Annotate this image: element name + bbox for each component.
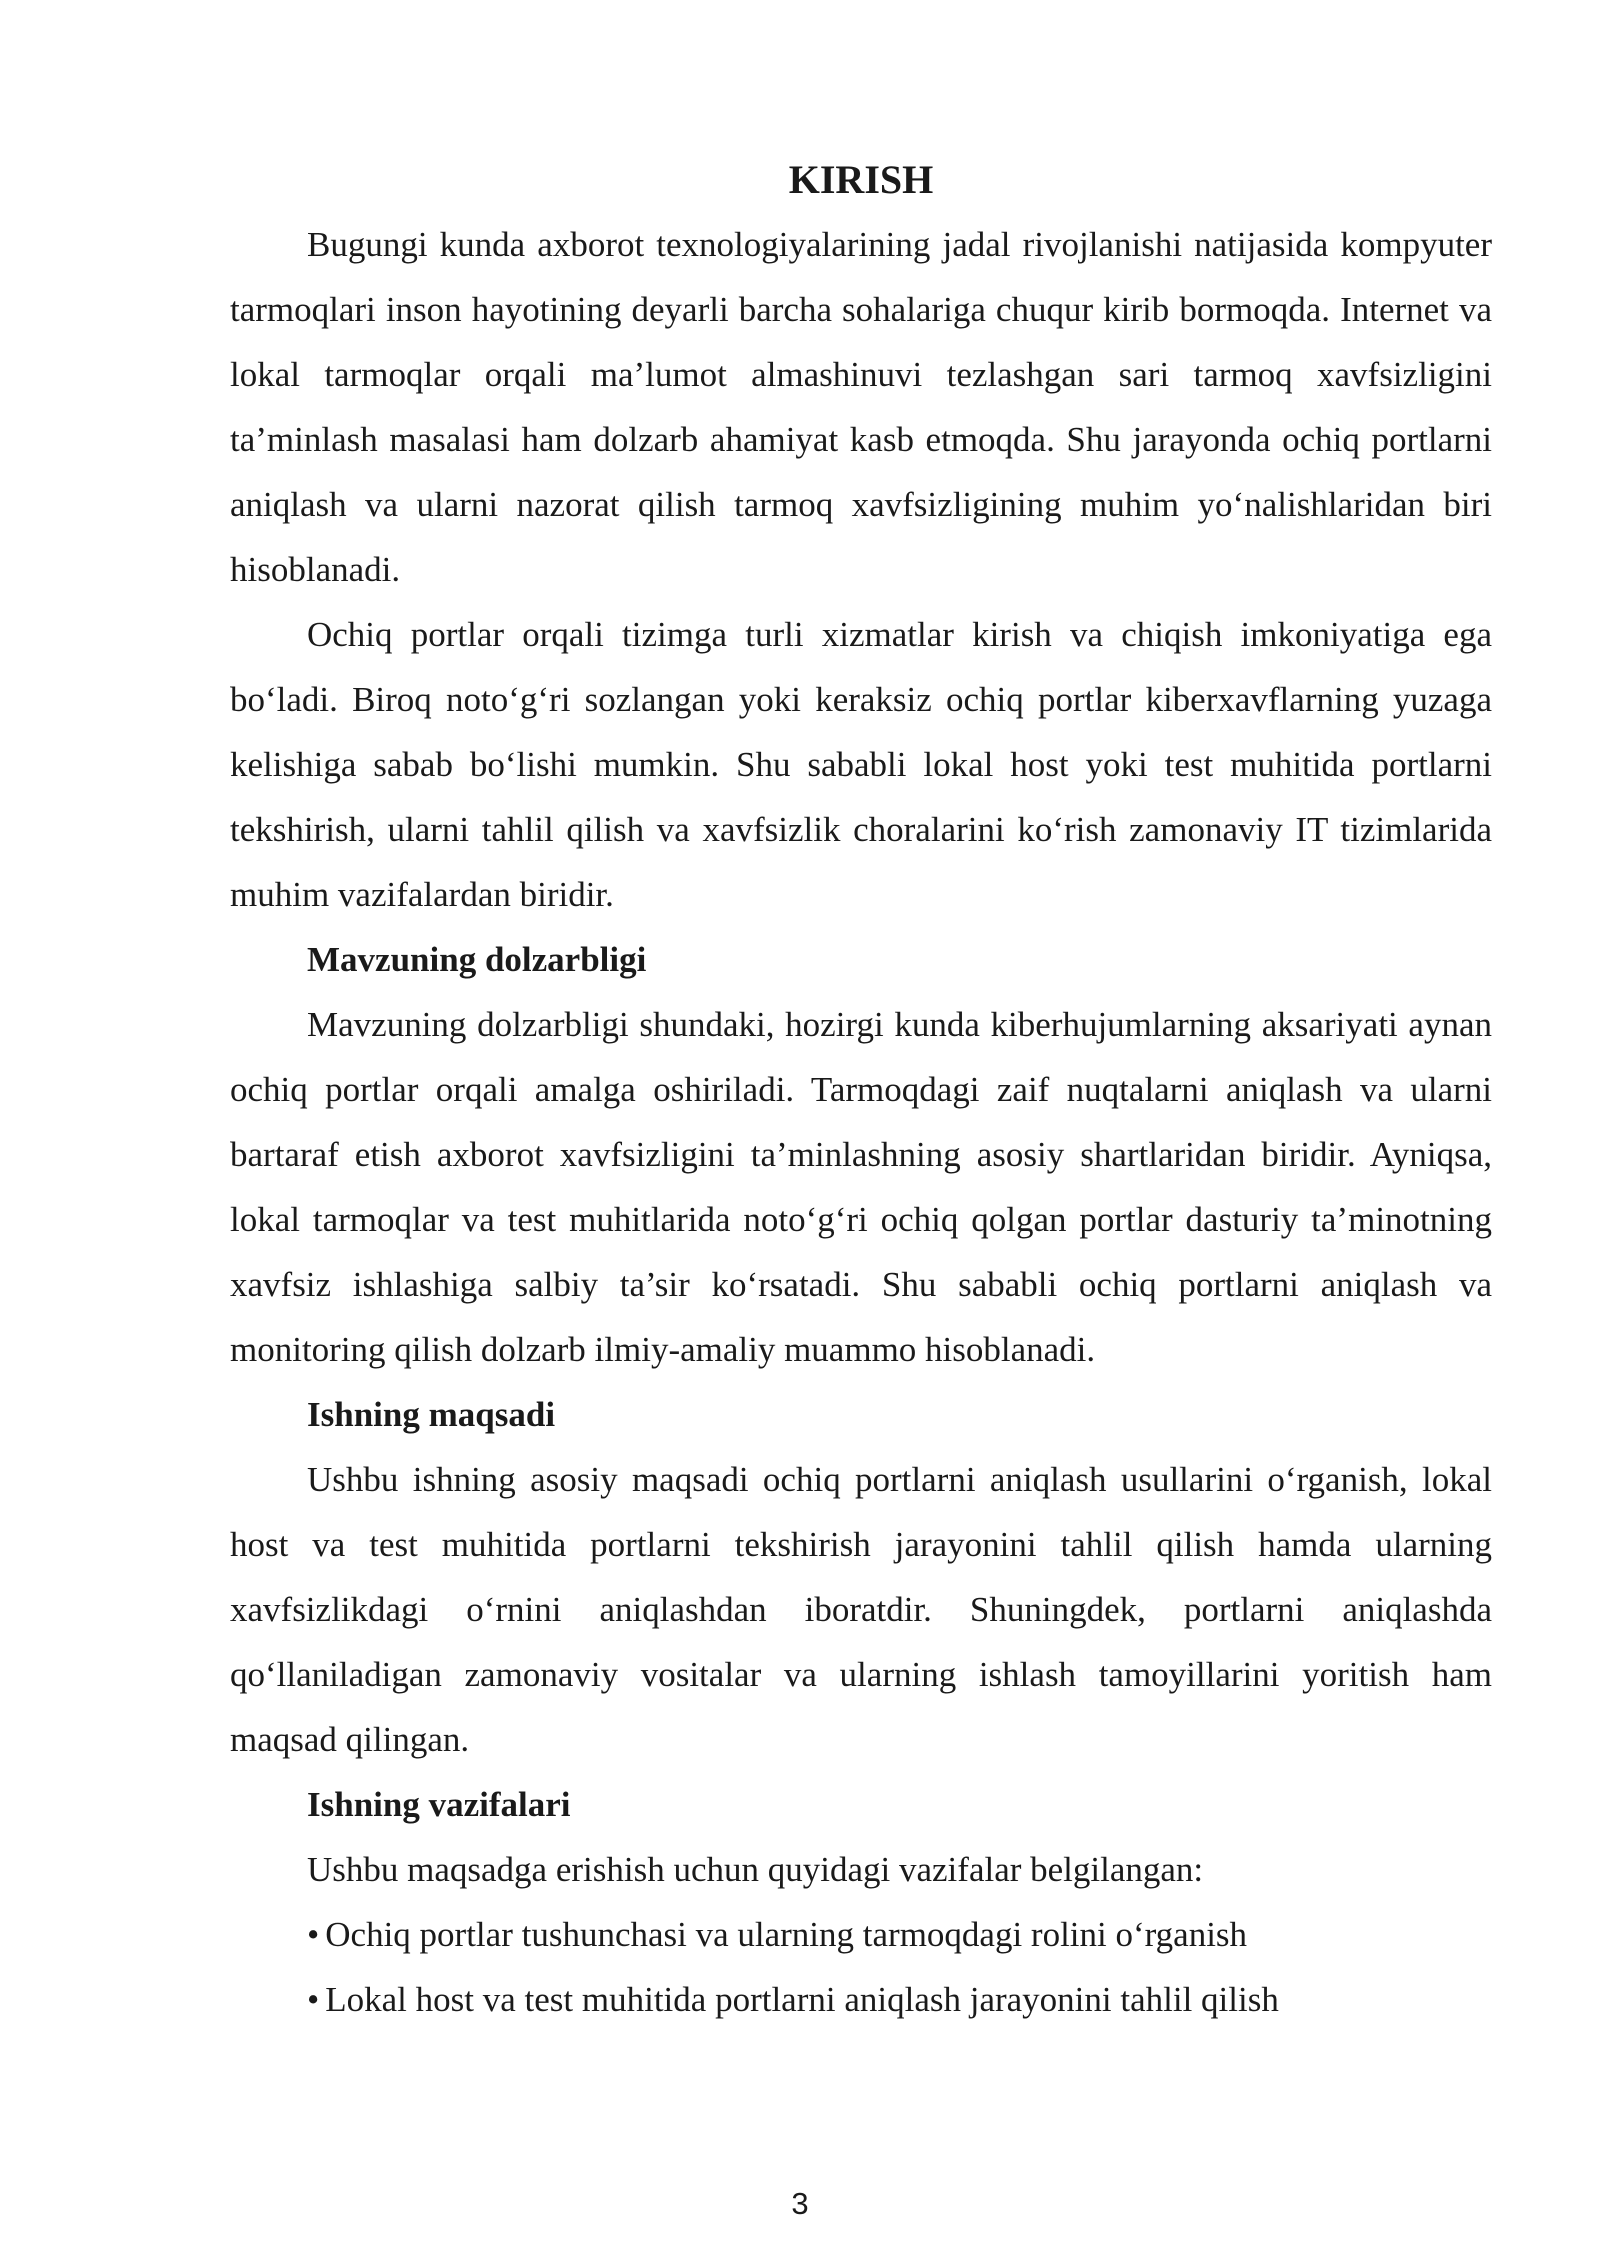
list-item-text: Ochiq portlar tushunchasi va ularning tarmoqdagi rolini o‘rganish: [325, 1915, 1248, 1954]
bullet-icon: •: [307, 1980, 320, 2019]
intro-paragraph-1: Bugungi kunda axborot texnologiyalarining jadal rivojlanishi natijasida kompyuter tarmoqlari inson hayotining deyarli barcha sohalariga chuqur kirib bormoqda. Internet va lokal tarmoqlar orqali ma’lumot almashinuvi tezlashgan sari tarmoq xavfsizligini ta’minlash masalasi ham dolzarb ahamiyat kasb etmoqda. Shu jarayonda ochiq portlarni aniqlash va ularni nazorat qilish tarmoq xavfsizligining muhim yo‘nalishlaridan biri hisoblanadi.: [230, 225, 1492, 589]
tasks-list: [230, 1902, 1492, 2032]
list-item: [230, 1967, 1492, 2032]
goal-paragraph: Ushbu ishning asosiy maqsadi ochiq portlarni aniqlash usullarini o‘rganish, lokal host va test muhitida portlarni tekshirish jarayonini tahlil qilish hamda ularning xavfsizlikdagi o‘rnini aniqlashdan iboratdir. Shuningdek, portlarni aniqlashda qo‘llaniladigan zamonaviy vositalar va ularning ishlash tamoyillarini yoritish ham maqsad qilingan.: [230, 1460, 1492, 1759]
relevance-paragraph: Mavzuning dolzarbligi shundaki, hozirgi kunda kiberhujumlarning aksariyati aynan ochiq portlar orqali amalga oshiriladi. Tarmoqdagi zaif nuqtalarni aniqlash va ularni bartaraf etish axborot xavfsizligini ta’minlashning asosiy shartlaridan biridir. Ayniqsa, lokal tarmoqlar va test muhitlarida noto‘g‘ri ochiq qolgan portlar dasturiy ta’minotning xavfsiz ishlashiga salbiy ta’sir ko‘rsatadi. Shu sababli ochiq portlarni aniqlash va monitoring qilish dolzarb ilmiy-amaliy muammo hisoblanadi.: [230, 1005, 1492, 1369]
list-item-text: Lokal host va test muhitida portlarni aniqlash jarayonini tahlil qilish: [325, 1980, 1279, 2019]
page-content: [230, 148, 1492, 2032]
goal-heading: Ishning maqsadi: [307, 1395, 556, 1434]
bullet-icon: •: [307, 1915, 320, 1954]
page-number: 3: [791, 2186, 809, 2221]
tasks-intro: Ushbu maqsadga erishish uchun quyidagi vazifalar belgilangan:: [307, 1850, 1204, 1889]
relevance-heading: Mavzuning dolzarbligi: [307, 940, 647, 979]
page-title: KIRISH: [788, 157, 934, 202]
tasks-heading: Ishning vazifalari: [307, 1785, 571, 1824]
intro-paragraph-2: Ochiq portlar orqali tizimga turli xizmatlar kirish va chiqish imkoniyatiga ega bo‘ladi. Biroq noto‘g‘ri sozlangan yoki keraksiz ochiq portlar kiberxavflarning yuzaga kelishiga sabab bo‘lishi mumkin. Shu sababli lokal host yoki test muhitida portlarni tekshirish, ularni tahlil qilish va xavfsizlik choralarini ko‘rish zamonaviy IT tizimlarida muhim vazifalardan biridir.: [230, 615, 1492, 914]
list-item: [230, 1902, 1492, 1967]
